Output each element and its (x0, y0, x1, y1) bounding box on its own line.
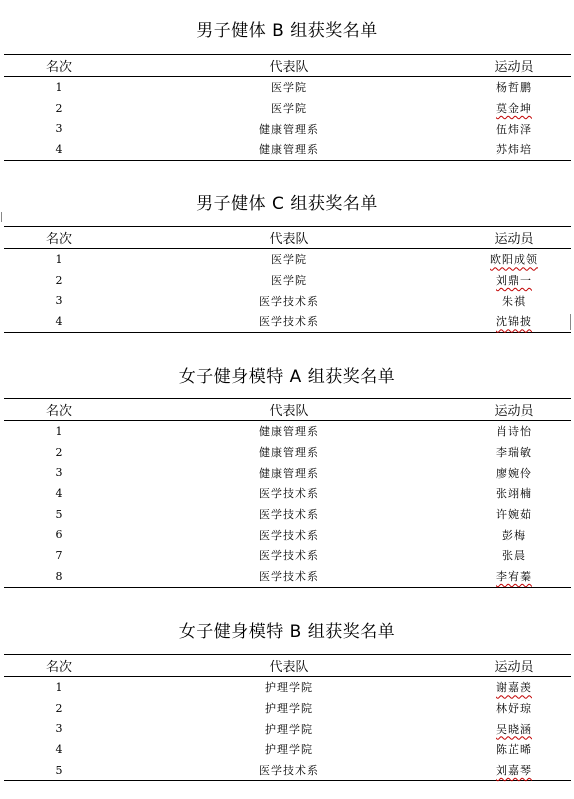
rank-cell: 1 (55, 680, 63, 694)
table-row (4, 98, 571, 119)
team-cell: 健康管理系 (259, 425, 319, 439)
rank-cell: 4 (55, 142, 63, 156)
team-cell: 医学院 (271, 253, 307, 267)
team-cell: 护理学院 (265, 722, 313, 736)
table-header-row (4, 55, 571, 77)
athlete-cell: 刘嘉琴 (496, 764, 532, 778)
team-cell: 医学技术系 (259, 487, 319, 501)
header-team: 代表队 (269, 232, 309, 247)
team-cell: 医学院 (271, 81, 307, 95)
table-row (4, 139, 571, 160)
header-athlete: 运动员 (494, 660, 534, 675)
rank-cell: 3 (55, 122, 63, 136)
rank-cell: 1 (55, 80, 63, 94)
team-cell: 医学技术系 (259, 294, 319, 308)
rank-cell: 5 (55, 507, 63, 521)
team-cell: 医学技术系 (259, 315, 319, 329)
table-row (4, 421, 571, 442)
rank-cell: 2 (55, 445, 63, 459)
rank-cell: 2 (55, 101, 63, 115)
header-athlete: 运动员 (494, 404, 534, 419)
header-team: 代表队 (269, 404, 309, 419)
athlete-cell: 刘鼎一 (496, 274, 532, 288)
award-table (4, 398, 571, 588)
table-header-row (4, 399, 571, 421)
athlete-cell: 张晨 (502, 549, 526, 563)
table-row (4, 739, 571, 760)
athlete-cell: 吴晓涵 (496, 722, 532, 736)
team-cell: 健康管理系 (259, 466, 319, 480)
rank-cell: 5 (55, 763, 63, 777)
team-cell: 医学技术系 (259, 508, 319, 522)
section-title: 男子健体 C 组获奖名单 (196, 194, 378, 214)
table-row (4, 118, 571, 139)
team-cell: 健康管理系 (259, 446, 319, 460)
award-table (4, 654, 571, 781)
header-rank: 名次 (45, 232, 72, 247)
table-row (4, 249, 571, 270)
table-header-row (4, 655, 571, 677)
rank-cell: 4 (55, 742, 63, 756)
table-row (4, 483, 571, 504)
table-row (4, 504, 571, 525)
text-cursor (570, 314, 574, 330)
athlete-cell: 李宥蓁 (496, 570, 532, 584)
athlete-cell: 许婉茹 (496, 508, 532, 522)
table-header-row (4, 227, 571, 249)
section-title: 女子健身模特 A 组获奖名单 (178, 367, 396, 387)
table-row (4, 311, 571, 332)
team-cell: 医学院 (271, 274, 307, 288)
athlete-cell: 廖婉伶 (496, 466, 532, 480)
team-cell: 护理学院 (265, 681, 313, 695)
team-cell: 护理学院 (265, 743, 313, 757)
header-rank: 名次 (45, 660, 72, 675)
table-row (4, 698, 571, 719)
header-rank: 名次 (45, 60, 72, 75)
rank-cell: 4 (55, 314, 63, 328)
award-table (4, 54, 571, 161)
team-cell: 医学技术系 (259, 549, 319, 563)
athlete-cell: 彭梅 (502, 528, 526, 542)
athlete-cell: 林妤琼 (496, 702, 532, 716)
table-row (4, 290, 571, 311)
rank-cell: 7 (55, 548, 63, 562)
section-title: 女子健身模特 B 组获奖名单 (178, 622, 396, 642)
table-row (4, 760, 571, 781)
header-team: 代表队 (269, 660, 309, 675)
table-row (4, 270, 571, 291)
athlete-cell: 陈芷晞 (496, 743, 532, 757)
table-row (4, 545, 571, 566)
table-row (4, 677, 571, 698)
rank-cell: 2 (55, 273, 63, 287)
team-cell: 医学技术系 (259, 570, 319, 584)
athlete-cell: 伍炜泽 (496, 122, 532, 136)
table-row (4, 524, 571, 545)
header-rank: 名次 (45, 404, 72, 419)
athlete-cell: 李瑞敏 (496, 446, 532, 460)
athlete-cell: 莫金坤 (496, 102, 532, 116)
team-cell: 护理学院 (265, 702, 313, 716)
header-team: 代表队 (269, 60, 309, 75)
rank-cell: 6 (55, 528, 63, 542)
rank-cell: 3 (55, 294, 63, 308)
athlete-cell: 张翊楠 (496, 487, 532, 501)
rank-cell: 8 (55, 569, 63, 583)
header-athlete: 运动员 (494, 232, 534, 247)
rank-cell: 3 (55, 722, 63, 736)
rank-cell: 3 (55, 466, 63, 480)
rank-cell: 2 (55, 701, 63, 715)
team-cell: 医学技术系 (259, 764, 319, 778)
section-title: 男子健体 B 组获奖名单 (196, 21, 378, 41)
table-row (4, 566, 571, 587)
athlete-cell: 谢嘉羡 (496, 681, 532, 695)
rank-cell: 1 (55, 252, 63, 266)
award-table (4, 226, 571, 333)
rank-cell: 1 (55, 424, 63, 438)
athlete-cell: 沈锦披 (496, 315, 532, 329)
team-cell: 健康管理系 (259, 122, 319, 136)
team-cell: 医学院 (271, 102, 307, 116)
table-row (4, 77, 571, 98)
team-cell: 健康管理系 (259, 143, 319, 157)
athlete-cell: 肖诗怡 (496, 425, 532, 439)
athlete-cell: 朱祺 (502, 294, 526, 308)
athlete-cell: 杨哲鹏 (496, 81, 532, 95)
athlete-cell: 苏炜培 (496, 143, 532, 157)
table-row (4, 462, 571, 483)
table-row (4, 442, 571, 463)
table-row (4, 718, 571, 739)
header-athlete: 运动员 (494, 60, 534, 75)
team-cell: 医学技术系 (259, 528, 319, 542)
rank-cell: 4 (55, 486, 63, 500)
athlete-cell: 欧阳成领 (490, 253, 538, 267)
